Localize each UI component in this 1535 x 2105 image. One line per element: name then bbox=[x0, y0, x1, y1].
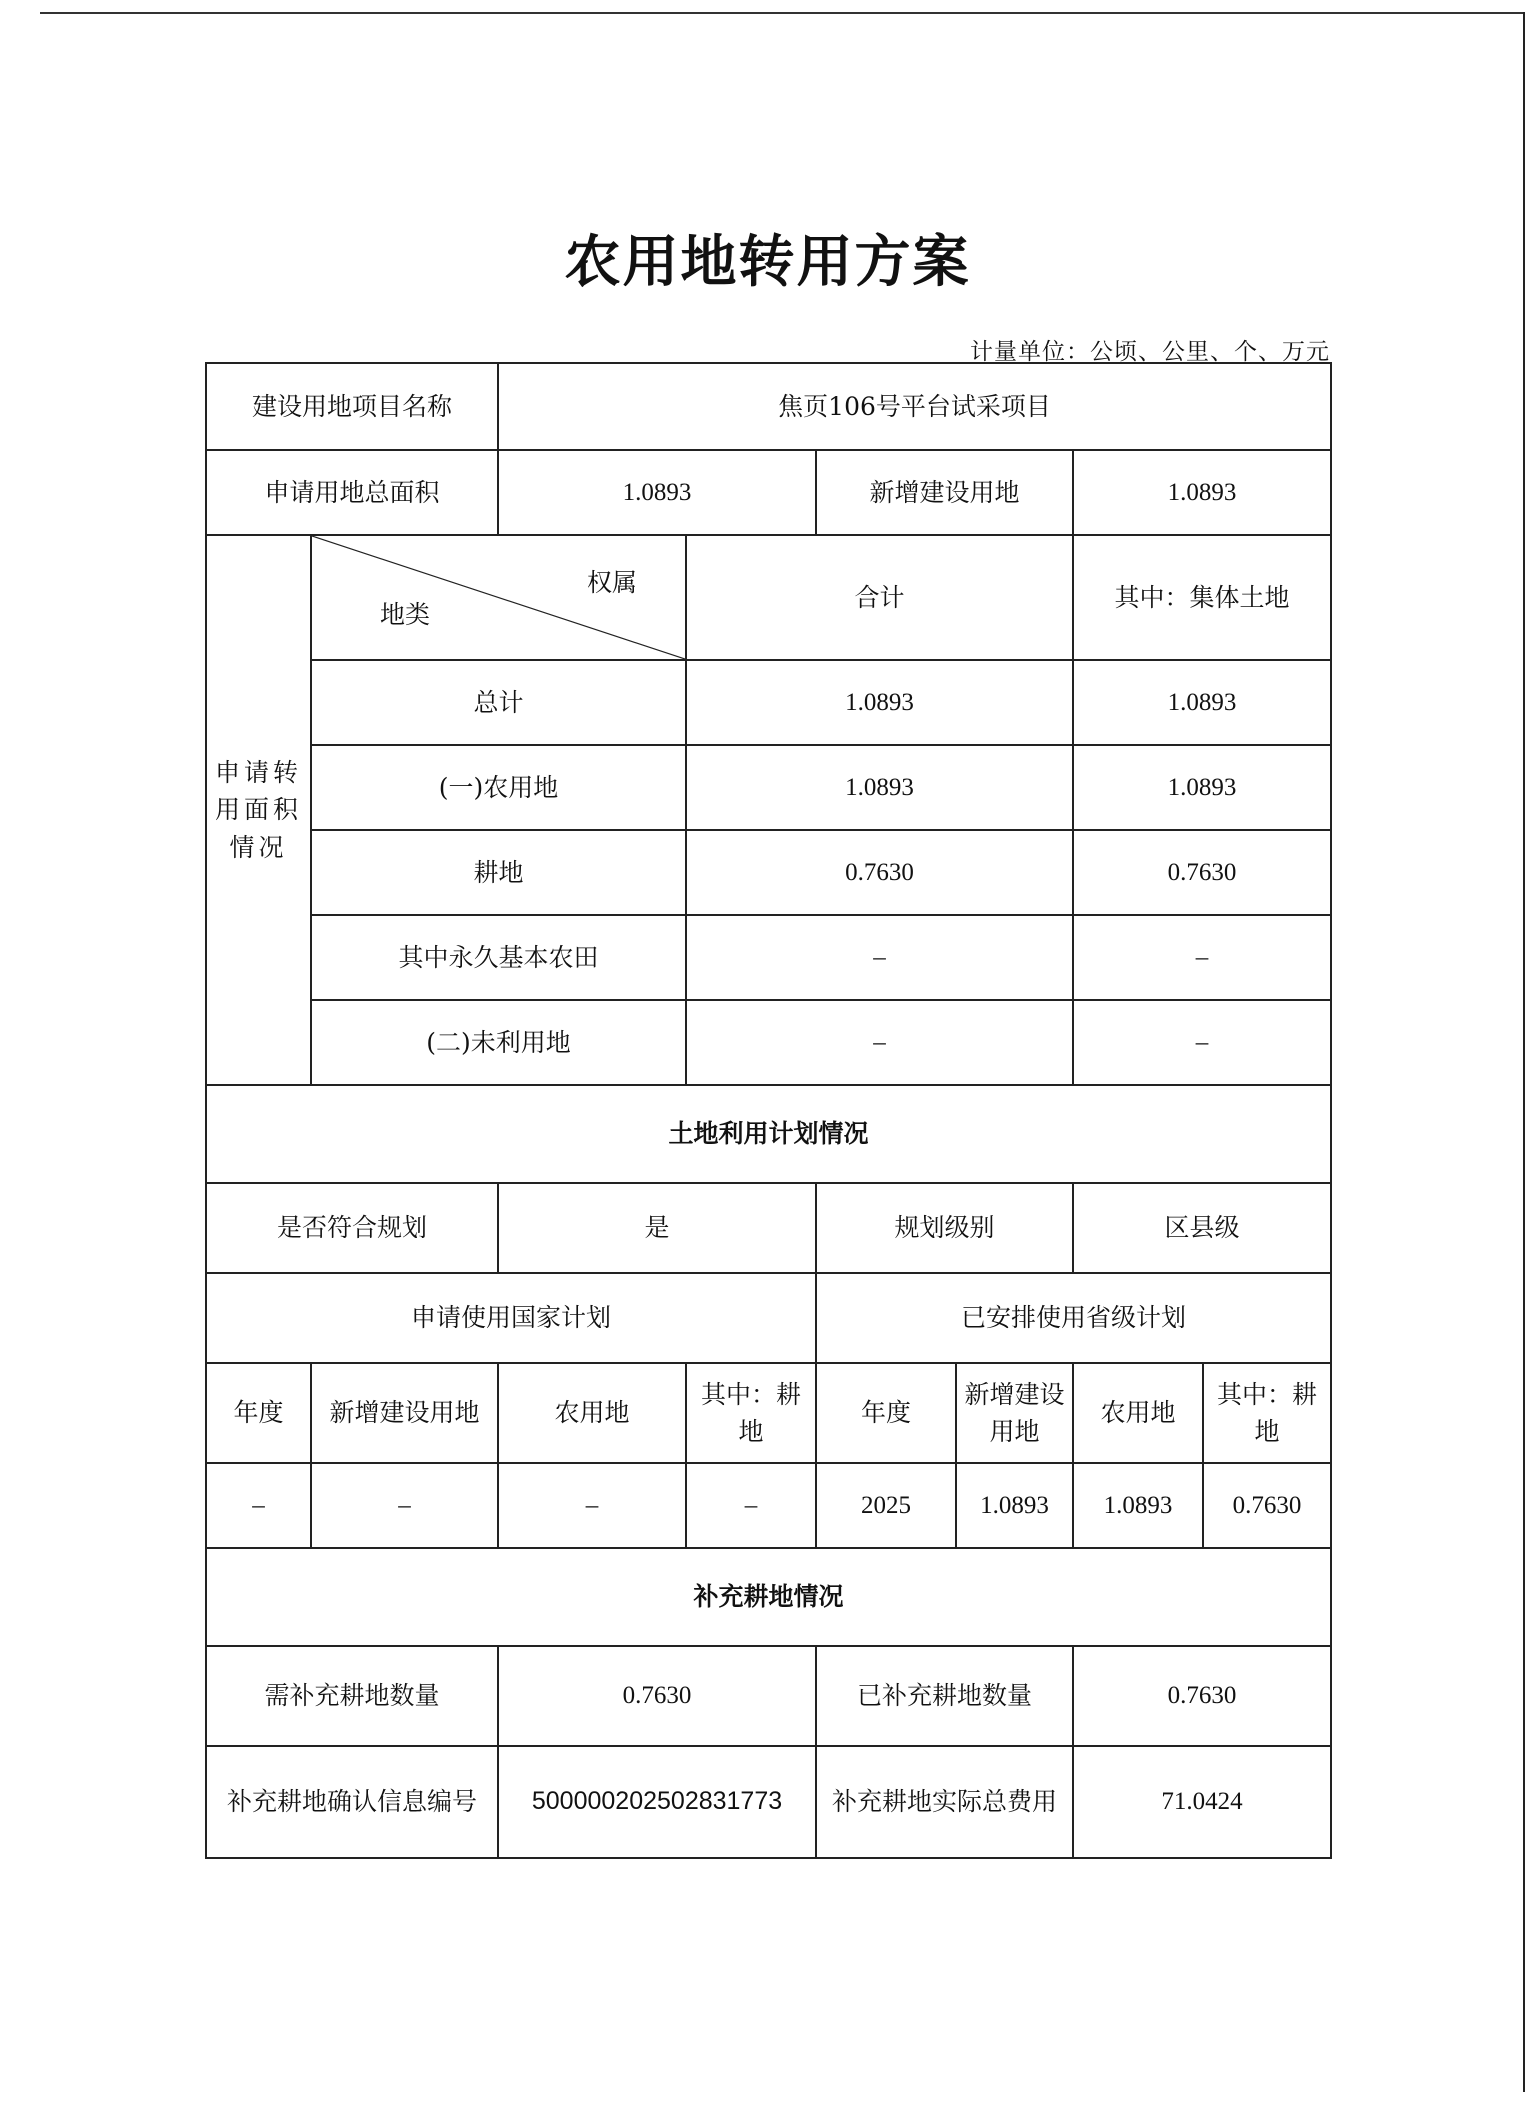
total-area-value: 1.0893 bbox=[498, 450, 816, 535]
plan-header-row bbox=[206, 1363, 1331, 1463]
conform-value: 是 bbox=[498, 1183, 816, 1273]
plan-header-cell: 年度 bbox=[206, 1363, 311, 1463]
done-supplement-value: 0.7630 bbox=[1073, 1646, 1331, 1746]
area-row bbox=[206, 450, 1331, 535]
plan-header-cell: 新增建设用地 bbox=[311, 1363, 498, 1463]
row-collective: 0.7630 bbox=[1073, 830, 1331, 915]
conversion-row bbox=[206, 1000, 1331, 1085]
plan-header-cell: 农用地 bbox=[498, 1363, 686, 1463]
plan-conform-row bbox=[206, 1183, 1331, 1273]
project-name-row bbox=[206, 363, 1331, 450]
provincial-plan-title: 已安排使用省级计划 bbox=[816, 1273, 1331, 1363]
need-supplement-value: 0.7630 bbox=[498, 1646, 816, 1746]
ownership-header: 权属 bbox=[587, 568, 638, 597]
land-type-header: 地类 bbox=[380, 599, 431, 629]
col-collective-header: 其中：集体土地 bbox=[1073, 535, 1331, 660]
conversion-header-row bbox=[206, 535, 1331, 660]
row-collective: 1.0893 bbox=[1073, 660, 1331, 745]
page-title: 农用地转用方案 bbox=[564, 229, 971, 295]
supplement-section-title: 补充耕地情况 bbox=[206, 1548, 1331, 1646]
plan-value-cell: – bbox=[498, 1463, 686, 1548]
plan-header-cell: 其中：耕地 bbox=[686, 1363, 816, 1463]
row-collective: – bbox=[1073, 1000, 1331, 1085]
project-name-label: 建设用地项目名称 bbox=[206, 363, 498, 450]
new-construction-label: 新增建设用地 bbox=[816, 450, 1073, 535]
conform-label: 是否符合规划 bbox=[206, 1183, 498, 1273]
plan-value-row bbox=[206, 1463, 1331, 1548]
plan-header-cell: 其中：耕地 bbox=[1203, 1363, 1331, 1463]
plan-section-row bbox=[206, 1085, 1331, 1183]
conversion-side-label: 申请转用面积情况 bbox=[206, 535, 311, 1085]
conversion-row bbox=[206, 915, 1331, 1000]
plan-value-cell: 0.7630 bbox=[1203, 1463, 1331, 1548]
confirmation-code-value: 500000202502831773 bbox=[498, 1746, 816, 1858]
plan-value-cell: – bbox=[206, 1463, 311, 1548]
row-total: 1.0893 bbox=[686, 745, 1073, 830]
conversion-plan-table bbox=[205, 362, 1332, 1859]
plan-section-title: 土地利用计划情况 bbox=[206, 1085, 1331, 1183]
row-total: – bbox=[686, 1000, 1073, 1085]
row-total: – bbox=[686, 915, 1073, 1000]
row-total: 0.7630 bbox=[686, 830, 1073, 915]
row-collective: – bbox=[1073, 915, 1331, 1000]
supplement-section-row bbox=[206, 1548, 1331, 1646]
need-supplement-label: 需补充耕地数量 bbox=[206, 1646, 498, 1746]
units-note: 计量单位：公顷、公里、个、万元 bbox=[970, 339, 1330, 365]
col-total-header: 合计 bbox=[686, 535, 1073, 660]
supplement-info-row bbox=[206, 1746, 1331, 1858]
actual-cost-value: 71.0424 bbox=[1073, 1746, 1331, 1858]
conversion-row bbox=[206, 830, 1331, 915]
row-label: (一)农用地 bbox=[311, 745, 686, 830]
confirmation-code-label: 补充耕地确认信息编号 bbox=[206, 1746, 498, 1858]
plan-level-label: 规划级别 bbox=[816, 1183, 1073, 1273]
row-label: 其中永久基本农田 bbox=[311, 915, 686, 1000]
row-label: (二)未利用地 bbox=[311, 1000, 686, 1085]
row-label: 总计 bbox=[311, 660, 686, 745]
actual-cost-label: 补充耕地实际总费用 bbox=[816, 1746, 1073, 1858]
conversion-row bbox=[206, 745, 1331, 830]
diagonal-header-cell bbox=[311, 535, 686, 660]
page-border-top bbox=[40, 12, 1525, 14]
conversion-row bbox=[206, 660, 1331, 745]
plan-value-cell: 1.0893 bbox=[956, 1463, 1073, 1548]
supplement-quantity-row bbox=[206, 1646, 1331, 1746]
page-border-right bbox=[1523, 12, 1525, 2092]
plan-header-cell: 农用地 bbox=[1073, 1363, 1203, 1463]
plan-header-cell: 年度 bbox=[816, 1363, 956, 1463]
new-construction-value: 1.0893 bbox=[1073, 450, 1331, 535]
national-plan-title: 申请使用国家计划 bbox=[206, 1273, 816, 1363]
plan-level-value: 区县级 bbox=[1073, 1183, 1331, 1273]
plan-title-row bbox=[206, 1273, 1331, 1363]
plan-value-cell: – bbox=[311, 1463, 498, 1548]
row-collective: 1.0893 bbox=[1073, 745, 1331, 830]
done-supplement-label: 已补充耕地数量 bbox=[816, 1646, 1073, 1746]
row-total: 1.0893 bbox=[686, 660, 1073, 745]
plan-value-cell: 1.0893 bbox=[1073, 1463, 1203, 1548]
plan-value-cell: – bbox=[686, 1463, 816, 1548]
plan-value-cell: 2025 bbox=[816, 1463, 956, 1548]
project-name-value: 焦页106号平台试采项目 bbox=[498, 363, 1331, 450]
row-label: 耕地 bbox=[311, 830, 686, 915]
total-area-label: 申请用地总面积 bbox=[206, 450, 498, 535]
plan-header-cell: 新增建设用地 bbox=[956, 1363, 1073, 1463]
